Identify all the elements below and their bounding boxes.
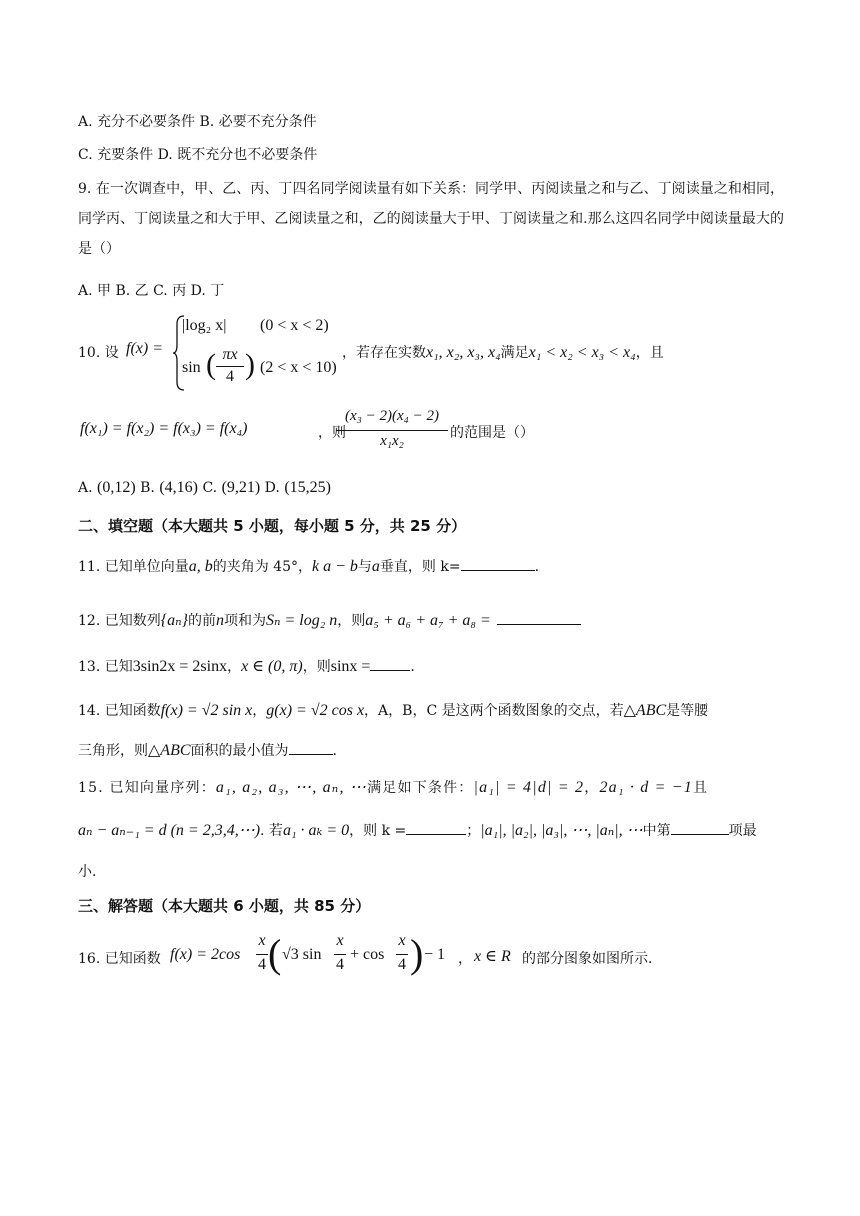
q15-c2: 2a₁ · d = −1 xyxy=(599,779,694,796)
q15-num: 15. 已知向量序列： xyxy=(78,780,216,796)
q12-t2: 项和为 xyxy=(224,613,266,629)
q15-t2: . 若 xyxy=(260,823,283,839)
q11-answer-blank xyxy=(461,556,535,571)
q15-semi: ； xyxy=(466,823,481,839)
paren-close: ) xyxy=(245,348,255,381)
q13-num: 13. 已知 xyxy=(78,659,133,675)
q10-definition xyxy=(78,314,784,394)
q10-case2-sin: sin xyxy=(182,359,201,376)
q10-cond-text: 满足 xyxy=(500,345,529,361)
q10-eq: f(x₁) = f(x₂) = f(x₃) = f(x₄) xyxy=(80,420,248,437)
section-3-heading: 三、解答题（本大题共 6 小题，共 85 分） xyxy=(78,897,371,915)
q12-n: n xyxy=(216,612,224,629)
q11-num: 11. 已知单位向量 xyxy=(78,559,189,575)
q11-t3: 垂直，则 k= xyxy=(379,559,461,575)
q16-f: f(x) = 2cos xyxy=(170,946,241,963)
q12-answer-blank xyxy=(497,610,581,625)
q15-line3: 小. xyxy=(78,864,97,880)
q10-options xyxy=(78,478,331,498)
q10-prefix: 10. 设 xyxy=(78,345,119,361)
q14-line2 xyxy=(78,740,337,761)
q10-mid xyxy=(342,342,664,362)
q16-minus1: − 1 xyxy=(424,946,446,963)
q10-option-d-value: (15,25) xyxy=(284,479,331,496)
q16-frac-bar-1 xyxy=(256,954,268,955)
q10-option-c-value: (9,21) xyxy=(221,479,261,496)
q15-c5: |a₁|, |a₂|, |a₃|, ⋯, |aₙ|, ⋯ xyxy=(480,822,643,839)
q15-and: 且 xyxy=(693,780,709,796)
q10-vars: x₁, x₂, x₃, x₄ xyxy=(426,344,501,361)
q10-then: ，则 xyxy=(318,425,346,441)
q16-num: 16. 已知函数 xyxy=(78,951,161,967)
q12-sn: Sₙ = log₂ n xyxy=(266,612,338,629)
q16-four-3: 4 xyxy=(398,956,406,973)
q16-dom: x ∈ R xyxy=(474,948,511,965)
q14-f: f(x) = √2 sin x xyxy=(160,702,253,719)
q11-t2: 与 xyxy=(357,559,372,575)
q10-mid-text: ，若存在实数 xyxy=(342,345,426,361)
q15-seq: a₁, a₂, a₃, ⋯, aₙ, ⋯ xyxy=(215,779,368,796)
q12 xyxy=(78,610,581,631)
q10-frac-num: (x₃ − 2)(x₄ − 2) xyxy=(345,408,439,424)
q16-frac-bar-3 xyxy=(396,954,408,955)
q10-case2-den: 4 xyxy=(226,368,234,385)
q10-case1-cond: (0 < x < 2) xyxy=(260,317,329,334)
q10-option-d-label: D. xyxy=(264,480,280,496)
paren-open: ( xyxy=(206,348,216,381)
q11-ab: a, b xyxy=(188,558,213,575)
q16-four-1: 4 xyxy=(258,956,266,973)
q14-t1: ，A，B，C 是这两个函数图象的交点，若 xyxy=(364,703,624,719)
q10-fraction-bar xyxy=(216,366,244,367)
q16-t1: ， xyxy=(458,951,472,967)
q14-end: . xyxy=(332,743,337,759)
q16-plus-cos: + cos xyxy=(350,946,385,963)
q16 xyxy=(78,930,784,986)
q12-num: 12. 已知数列 xyxy=(78,613,161,629)
q14-line2a: 三角形，则 xyxy=(78,743,148,759)
q8-option-ab: A. 充分不必要条件 B. 必要不充分条件 xyxy=(78,114,317,130)
section-2-heading: 二、填空题（本大题共 5 小题，每小题 5 分，共 25 分） xyxy=(78,517,467,535)
q15-line2 xyxy=(78,820,757,841)
big-paren-close: ) xyxy=(410,931,424,976)
q11 xyxy=(78,556,539,577)
q10-case2-num: πx xyxy=(222,346,238,363)
q15-t5: 项最 xyxy=(728,823,757,839)
q14-t2: 是等腰 xyxy=(666,703,709,719)
q15-line1 xyxy=(78,778,708,798)
q14-g: g(x) = √2 cos x xyxy=(266,702,365,719)
q16-four-2: 4 xyxy=(336,956,344,973)
q10-option-b-value: (4,16) xyxy=(159,479,198,496)
q10-case1-expr: |log₂ x| xyxy=(182,317,227,334)
q15-answer-blank-1 xyxy=(406,820,466,835)
q15-t3: ，则 k = xyxy=(349,823,407,839)
q15-sep: ， xyxy=(584,780,600,796)
q8-option-cd: C. 充要条件 D. 既不充分也不必要条件 xyxy=(78,147,318,163)
q10-equality-line xyxy=(78,406,784,454)
q15-c3: aₙ − aₙ₋₁ = d (n = 2,3,4,⋯) xyxy=(78,822,261,839)
q12-t1: 的前 xyxy=(188,613,216,629)
q10-case2-cond: (2 < x < 10) xyxy=(260,359,337,376)
q14-sep: ， xyxy=(252,703,267,719)
q14-line1 xyxy=(78,701,708,721)
q16-x1: x xyxy=(258,932,266,949)
q11-t1: 的夹角为 45°， xyxy=(212,559,312,575)
q13-t2: ，则 xyxy=(302,659,331,675)
q16-frac-bar-2 xyxy=(334,954,346,955)
q10-ask: 的范围是（） xyxy=(450,425,534,441)
q16-t2: 的部分图象如图所示. xyxy=(522,951,653,967)
q13-end: . xyxy=(410,659,415,675)
q11-end: . xyxy=(534,559,540,575)
q10-option-c-label: C. xyxy=(202,480,218,496)
q12-t3: ，则 xyxy=(337,613,366,629)
q13-t1: ， xyxy=(227,659,242,675)
q14-num: 14. 已知函数 xyxy=(78,703,161,719)
q12-sum: a₅ + a₆ + a₇ + a₈ = xyxy=(365,612,491,629)
q13 xyxy=(78,656,415,677)
q14-line2b: 面积的最小值为 xyxy=(190,743,289,759)
big-paren-open: ( xyxy=(268,931,282,976)
q16-x2: x xyxy=(336,932,344,949)
q10-order: x₁ < x₂ < x₃ < x₄ xyxy=(528,344,636,361)
q11-a: a xyxy=(371,558,380,575)
q16-sqrt3sin: √3 sin xyxy=(282,946,322,963)
q10-fx: f(x) = xyxy=(126,340,163,357)
q12-seq: {aₙ} xyxy=(160,612,188,629)
q13-dom: x ∈ (0, π) xyxy=(241,658,303,675)
q10-frac-den: x₁x₂ xyxy=(380,433,404,449)
q15-c4: a₁ · aₖ = 0 xyxy=(282,822,350,839)
q10-option-a-label: A. xyxy=(78,480,93,496)
q15-c1: |a₁| = 4|d| = 2 xyxy=(473,779,585,796)
q9-options: A. 甲 B. 乙 C. 丙 D. 丁 xyxy=(78,283,225,299)
q13-eq: 3sin2x = 2sinx xyxy=(132,658,228,675)
q14-tri-2: △ABC xyxy=(148,742,191,759)
q15-t1: 满足如下条件： xyxy=(367,780,474,796)
q13-answer-blank xyxy=(370,656,410,671)
q15-t4: 中第 xyxy=(642,823,671,839)
q9-stem: 9. 在一次调查中，甲、乙、丙、丁四名同学阅读量有如下关系：同学甲、丙阅读量之和与乙、丁阅读量之和相同，同学丙、丁阅读量之和大于甲、乙阅读量之和，乙的阅读量大于甲、丁阅读量之和.那么这四名同学中阅读量最大的是（） xyxy=(78,181,784,257)
q10-option-a-value: (0,12) xyxy=(97,479,136,496)
q13-ask: sinx = xyxy=(330,658,371,675)
q16-x3: x xyxy=(398,932,406,949)
q11-expr: k a − b xyxy=(311,558,358,575)
q10-frac-bar xyxy=(336,430,448,431)
q14-answer-blank xyxy=(289,740,333,755)
q14-tri: △ABC xyxy=(623,702,667,719)
q15-answer-blank-2 xyxy=(671,820,729,835)
q10-option-b-label: B. xyxy=(140,480,155,496)
q10-tail: ，且 xyxy=(635,345,664,361)
